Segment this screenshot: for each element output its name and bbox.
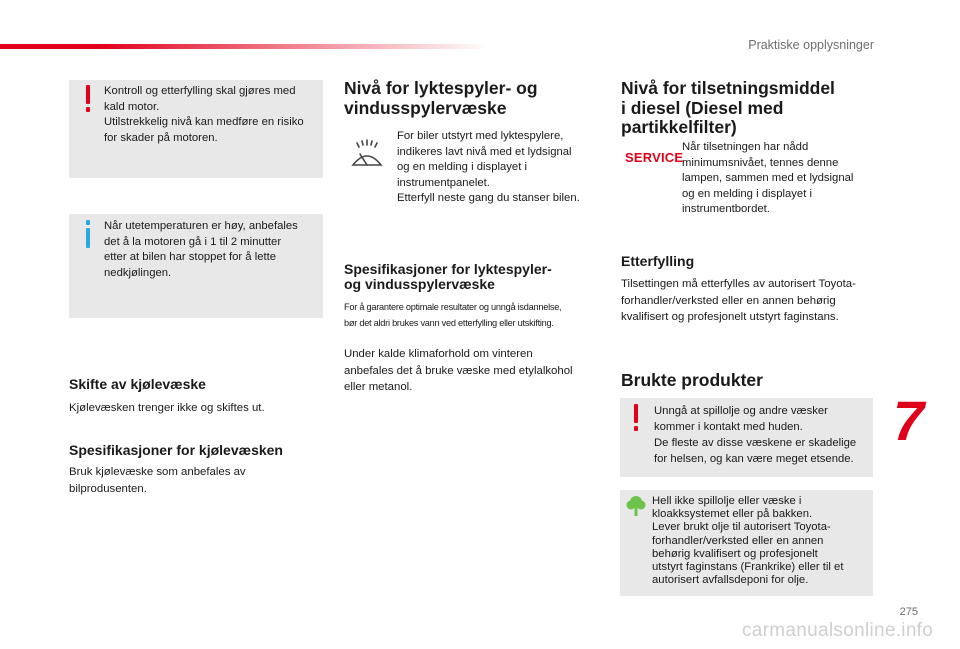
info-text: Når utetemperaturen er høy, anbefales det å la motoren gå i 1 til 2 minutter etter at bilen har stoppet for å lette nedkjølingen. xyxy=(104,220,298,279)
page-number: 275 xyxy=(899,606,918,618)
washer-fluid-heading: Nivå for lyktespyler- og vindusspylervæske xyxy=(344,78,538,118)
used-products-warning-text: Unngå at spillolje og andre væsker kommer i kontakt med huden. De fleste av disse væskene er skadelige for helsen, og kan være meget etsende. xyxy=(654,405,857,465)
cold-climate-text: Under kalde klimaforhold om vinteren anbefales det å bruke væske med etylalkohol eller metanol. xyxy=(344,348,573,393)
washer-fluid-note: For biler utstyrt med lyktespylere, indikeres lavt nivå med et lydsignal og en melding i displayet i instrumentpanelet. Etterfyll neste gang du stanser bilen. xyxy=(397,130,580,205)
watermark: carmanualsonline.info xyxy=(742,620,934,641)
washer-fluid-icon xyxy=(348,137,386,175)
warning-icon xyxy=(83,85,93,113)
coolant-change-text: Kjølevæsken trenger ikke og skiftes ut. xyxy=(69,402,265,414)
coolant-spec-heading: Spesifikasjoner for kjølevæsken xyxy=(69,442,283,458)
diesel-additive-heading: Nivå for tilsetningsmiddel i diesel (Diesel med partikkelfilter) xyxy=(621,78,835,137)
warning-text: Kontroll og etterfylling skal gjøres med kald motor. Utilstrekkelig nivå kan medføre en risiko for skader på motoren. xyxy=(104,85,304,144)
refill-text: Tilsettingen må etterfylles av autorisert Toyota- forhandler/verksted eller en annen behørig kvalifisert og profesjonelt utstyrt faginstans. xyxy=(621,278,856,323)
washer-fluid-spec-text: For å garantere optimale resultater og unngå isdannelse, bør det aldri brukes vann ved etterfylling eller utskifting. xyxy=(344,302,562,328)
chapter-number: 7 xyxy=(893,389,925,452)
coolant-change-heading: Skifte av kjølevæske xyxy=(69,376,206,392)
washer-fluid-spec-heading: Spesifikasjoner for lyktespyler- og vindusspylervæske xyxy=(344,261,552,292)
section-title: Praktiske opplysninger xyxy=(748,38,874,52)
coolant-spec-text: Bruk kjølevæske som anbefales av bilprodusenten. xyxy=(69,466,246,495)
service-warning-icon: SERVICE xyxy=(625,150,684,165)
used-products-heading: Brukte produkter xyxy=(621,370,763,390)
tree-icon xyxy=(626,495,646,517)
service-note: Når tilsetningen har nådd minimumsnivået, tennes denne lampen, sammen med et lydsignal og en melding i displayet i instrumentbordet. xyxy=(682,141,854,216)
header-accent-bar xyxy=(0,44,490,49)
info-icon xyxy=(83,220,93,248)
environment-text: Hell ikke spillolje eller væske i kloakksystemet eller på bakken. Lever brukt olje til autorisert Toyota- forhandler/verksted eller en annen behørig kvalifisert og profesjonelt utstyrt faginstans (Frankrike) eller til et autorisert avfallsdeponi for olje. xyxy=(652,495,844,587)
warning-icon xyxy=(631,404,641,432)
refill-heading: Etterfylling xyxy=(621,253,695,269)
